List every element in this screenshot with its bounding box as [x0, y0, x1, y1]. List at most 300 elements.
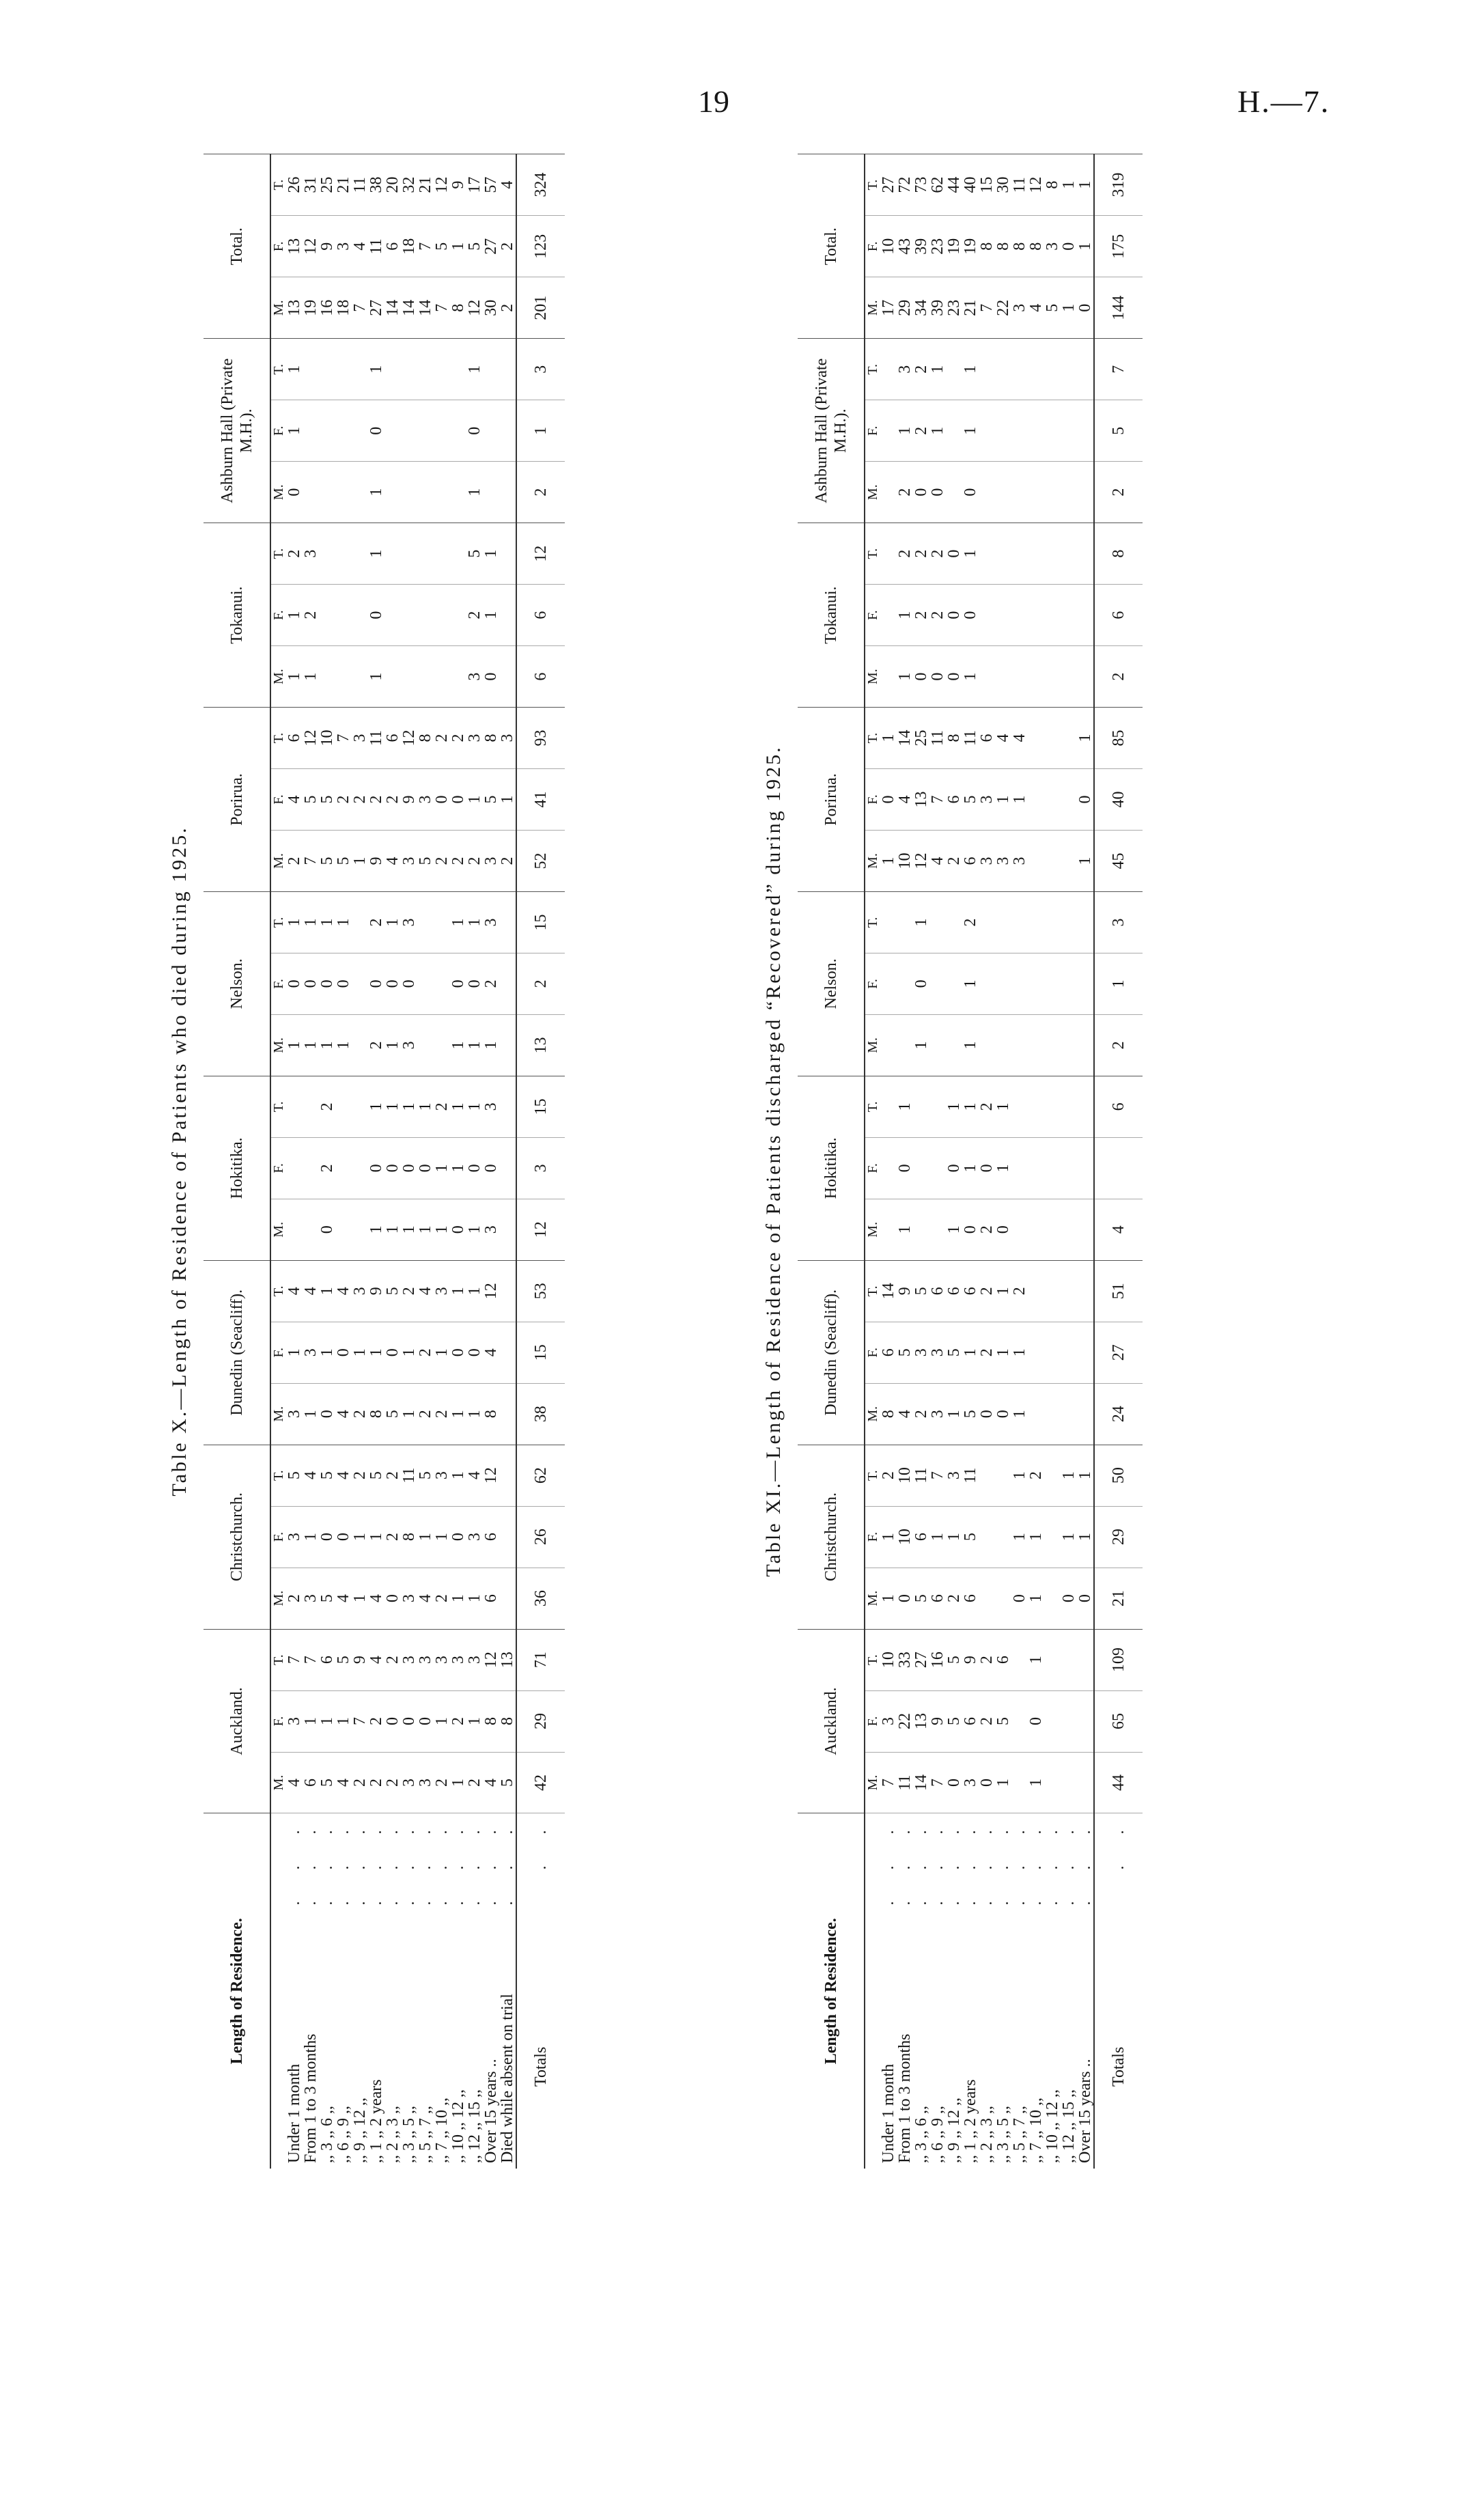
- table-cell: [335, 1076, 352, 1137]
- table-cell: [913, 1076, 929, 1137]
- table-cell: [1044, 953, 1061, 1014]
- table-cell: [1028, 891, 1044, 953]
- table-cell: [1077, 1137, 1094, 1199]
- table-cell: 12: [483, 1445, 499, 1506]
- table-cell: 12: [913, 831, 929, 892]
- table-cell: 30: [995, 154, 1011, 216]
- total-cell: 3: [516, 339, 565, 400]
- table-cell: 2: [417, 1322, 434, 1383]
- row-label-text: ,, 3 ,, 5 ,,: [400, 2106, 418, 2163]
- table-cell: [1061, 1383, 1077, 1445]
- table-cell: [401, 646, 417, 708]
- table-cell: 2: [286, 1568, 303, 1629]
- table-cell: 6: [929, 1260, 946, 1322]
- table-cell: 8: [417, 708, 434, 769]
- table-cell: 62: [929, 154, 946, 216]
- table-cell: [303, 1076, 319, 1137]
- table-cell: [1044, 1445, 1061, 1506]
- table-cell: 2: [466, 831, 483, 892]
- table-cell: [1077, 1752, 1094, 1813]
- table-cell: 12: [483, 1629, 499, 1690]
- total-cell: 3: [1094, 891, 1143, 953]
- table-cell: 38: [368, 154, 384, 216]
- table-cell: [1028, 953, 1044, 1014]
- table-cell: [352, 1076, 368, 1137]
- table-cell: 0: [401, 1690, 417, 1752]
- total-cell: 71: [516, 1629, 565, 1690]
- table-cell: 1: [286, 339, 303, 400]
- table-cell: 3: [434, 1445, 450, 1506]
- table-cell: 0: [466, 953, 483, 1014]
- total-cell: 1: [516, 400, 565, 462]
- total-cell: 175: [1094, 216, 1143, 277]
- table-cell: 3: [483, 1076, 499, 1137]
- table-cell: 1: [319, 1322, 335, 1383]
- table-cell: 1: [368, 1322, 384, 1383]
- table-cell: 1: [995, 1752, 1011, 1813]
- table-cell: 0: [335, 953, 352, 1014]
- table-cell: 10: [897, 1445, 913, 1506]
- table-cell: [1011, 1690, 1028, 1752]
- totals-label-text: Totals: [531, 2046, 550, 2087]
- table-cell: [434, 400, 450, 462]
- column-header: Ashburn Hall (Private M.H.).: [798, 339, 865, 523]
- row-label-text: ,, 1 ,, 2 years: [367, 2079, 385, 2163]
- total-cell: 12: [516, 523, 565, 585]
- table-cell: [1011, 891, 1028, 953]
- table-cell: [946, 400, 962, 462]
- table-cell: 4: [483, 1752, 499, 1813]
- column-header: Porirua.: [798, 708, 865, 892]
- table-cell: [1011, 1137, 1028, 1199]
- table-cell: 1: [319, 891, 335, 953]
- total-cell: 319: [1094, 154, 1143, 216]
- table-cell: 1: [1028, 1752, 1044, 1813]
- table-row: [384, 154, 401, 2169]
- table-cell: 12: [466, 277, 483, 339]
- table-cell: [417, 953, 434, 1014]
- table-cell: [319, 339, 335, 400]
- table-cell: 2: [897, 523, 913, 585]
- subheader-cell: T.: [270, 1629, 286, 1690]
- table-cell: 1: [1077, 154, 1094, 216]
- table-cell: 7: [335, 708, 352, 769]
- table-cell: 14: [401, 277, 417, 339]
- table-cell: 1: [450, 1568, 466, 1629]
- table-cell: 1: [995, 1076, 1011, 1137]
- table-cell: 8: [483, 1383, 499, 1445]
- table-cell: 0: [450, 769, 466, 831]
- row-label: [1044, 1813, 1061, 2169]
- table-cell: [1028, 831, 1044, 892]
- table-cell: 1: [401, 1383, 417, 1445]
- table-cell: [352, 523, 368, 585]
- column-header: Ashburn Hall (Private M.H.).: [204, 339, 270, 523]
- table-cell: 8: [368, 1383, 384, 1445]
- table-cell: [1061, 646, 1077, 708]
- subheader-cell: F.: [865, 400, 880, 462]
- table-cell: [352, 1137, 368, 1199]
- table-cell: [352, 585, 368, 646]
- table-cell: 0: [319, 1383, 335, 1445]
- table-cell: [352, 953, 368, 1014]
- table-cell: 3: [335, 216, 352, 277]
- table-cell: [1011, 646, 1028, 708]
- table-cell: 0: [384, 1690, 401, 1752]
- leader-dots: . . .: [912, 1816, 930, 1906]
- table-row: [1044, 154, 1061, 2169]
- table-cell: 2: [979, 1260, 995, 1322]
- table-cell: 23: [946, 277, 962, 339]
- table-cell: 3: [979, 769, 995, 831]
- table-cell: [1044, 1383, 1061, 1445]
- subheader-cell: F.: [270, 400, 286, 462]
- table-cell: [946, 891, 962, 953]
- table-cell: 1: [450, 1383, 466, 1445]
- table-cell: 1: [466, 462, 483, 523]
- table-cell: [434, 523, 450, 585]
- table-cell: [352, 1199, 368, 1260]
- table-cell: [1061, 769, 1077, 831]
- subheader-cell: M.: [865, 1568, 880, 1629]
- table-cell: [1061, 523, 1077, 585]
- table-cell: 3: [352, 1260, 368, 1322]
- table-cell: 1: [1011, 1322, 1028, 1383]
- subheader-cell: M.: [270, 277, 286, 339]
- table-cell: 1: [466, 1076, 483, 1137]
- row-label: [929, 1813, 946, 2169]
- table-cell: 0: [384, 1322, 401, 1383]
- table-row: [913, 154, 929, 2169]
- subheader-cell: T.: [270, 1445, 286, 1506]
- table-cell: 0: [929, 646, 946, 708]
- table-cell: [319, 400, 335, 462]
- subheader-cell: F.: [865, 1506, 880, 1568]
- document-reference: H.—7.: [1237, 84, 1330, 119]
- subheader-cell: M.: [865, 1383, 880, 1445]
- table-cell: [1044, 831, 1061, 892]
- total-cell: 3: [516, 1137, 565, 1199]
- table-cell: 4: [352, 216, 368, 277]
- row-label-text: ,, 2 ,, 3 ,,: [383, 2106, 402, 2163]
- row-label-text: ,, 3 ,, 5 ,,: [994, 2106, 1012, 2163]
- subheader-cell: F.: [270, 1322, 286, 1383]
- table-cell: [483, 462, 499, 523]
- leader-dots: . .: [1109, 1816, 1128, 1870]
- table-cell: 14: [384, 277, 401, 339]
- table-cell: 7: [417, 216, 434, 277]
- row-label-text: ,, 9 ,, 12 ,,: [944, 2098, 963, 2163]
- table-cell: 6: [384, 708, 401, 769]
- table-cell: 2: [434, 708, 450, 769]
- table-cell: 1: [1061, 1445, 1077, 1506]
- table-cell: 1: [880, 1506, 897, 1568]
- subheader-cell: T.: [270, 891, 286, 953]
- table-cell: 1: [450, 1260, 466, 1322]
- table-cell: 4: [1011, 708, 1028, 769]
- table-cell: [995, 1014, 1011, 1076]
- table-cell: 4: [335, 1445, 352, 1506]
- table-cell: [880, 400, 897, 462]
- table-cell: 5: [319, 769, 335, 831]
- table-row: [303, 154, 319, 2169]
- table-cell: 2: [384, 1506, 401, 1568]
- table-cell: 1: [303, 1690, 319, 1752]
- table-cell: 2: [352, 1752, 368, 1813]
- table-cell: 1: [286, 1014, 303, 1076]
- total-cell: 29: [516, 1690, 565, 1752]
- table-row: [286, 154, 303, 2169]
- table-cell: 3: [466, 1629, 483, 1690]
- table-cell: 1: [286, 1322, 303, 1383]
- table-cell: 21: [962, 277, 979, 339]
- table-cell: [929, 1076, 946, 1137]
- table-cell: [499, 1260, 516, 1322]
- table-cell: 0: [417, 1690, 434, 1752]
- table-cell: 8: [979, 216, 995, 277]
- table-cell: 1: [466, 1014, 483, 1076]
- table-cell: 2: [434, 831, 450, 892]
- table-cell: 2: [913, 339, 929, 400]
- table-cell: 1: [450, 1076, 466, 1137]
- row-label: [1077, 1813, 1094, 2169]
- subheader-cell: T.: [865, 1629, 880, 1690]
- table-cell: [1044, 1076, 1061, 1137]
- subheader-cell: T.: [865, 1445, 880, 1506]
- table-cell: 3: [434, 1260, 450, 1322]
- table-cell: [384, 523, 401, 585]
- table-cell: 3: [286, 1383, 303, 1445]
- leader-dots: . . .: [994, 1816, 1012, 1906]
- subheader-row: [270, 154, 286, 2169]
- table-cell: 9: [319, 216, 335, 277]
- table-cell: 6: [946, 769, 962, 831]
- table-cell: 2: [979, 1199, 995, 1260]
- table-cell: 2: [1011, 1260, 1028, 1322]
- row-label-text: ,, 10 ,, 12 ,,: [449, 2089, 467, 2163]
- table-cell: 3: [401, 1629, 417, 1690]
- table-cell: 2: [401, 1260, 417, 1322]
- table-cell: 2: [352, 1445, 368, 1506]
- table-cell: 17: [880, 277, 897, 339]
- table-cell: 1: [1028, 1506, 1044, 1568]
- table-cell: 1: [1028, 1629, 1044, 1690]
- leader-dots: . . .: [416, 1816, 434, 1906]
- subheader-cell: F.: [865, 1690, 880, 1752]
- table-cell: 1: [303, 646, 319, 708]
- subheader-cell: T.: [865, 154, 880, 216]
- table-cell: 5: [962, 1506, 979, 1568]
- leader-dots: . . .: [498, 1816, 516, 1906]
- table-cell: 0: [880, 769, 897, 831]
- table-cell: 6: [962, 1568, 979, 1629]
- table-cell: 6: [995, 1629, 1011, 1690]
- table-cell: 6: [286, 708, 303, 769]
- row-label-text: Under 1 month: [879, 2063, 897, 2163]
- table-cell: 12: [434, 154, 450, 216]
- column-header: Tokanui.: [204, 523, 270, 708]
- table-cell: [434, 953, 450, 1014]
- table-cell: [286, 1199, 303, 1260]
- table-cell: 0: [303, 953, 319, 1014]
- table-cell: 11: [897, 1752, 913, 1813]
- table-cell: [352, 891, 368, 953]
- table-cell: 7: [352, 277, 368, 339]
- table-cell: 2: [499, 216, 516, 277]
- table-cell: 1: [368, 462, 384, 523]
- table-cell: 2: [286, 831, 303, 892]
- total-cell: 51: [1094, 1260, 1143, 1322]
- table-cell: [286, 1076, 303, 1137]
- table-cell: 1: [319, 1260, 335, 1322]
- table-cell: [1044, 1568, 1061, 1629]
- total-cell: 41: [516, 769, 565, 831]
- subheader-cell: M.: [865, 1014, 880, 1076]
- table-cell: 0: [417, 1137, 434, 1199]
- table-cell: [1061, 1014, 1077, 1076]
- table-cell: 1: [946, 1199, 962, 1260]
- table-cell: [995, 339, 1011, 400]
- table-cell: 0: [929, 462, 946, 523]
- leader-dots: . . .: [318, 1816, 336, 1906]
- table-cell: 1: [335, 1690, 352, 1752]
- table-cell: 0: [335, 1506, 352, 1568]
- table-cell: 20: [384, 154, 401, 216]
- table-cell: [1011, 523, 1028, 585]
- table-cell: 18: [335, 277, 352, 339]
- table-cell: 12: [401, 708, 417, 769]
- table-cell: [1061, 891, 1077, 953]
- table-cell: [499, 1199, 516, 1260]
- table-cell: 1: [483, 585, 499, 646]
- table-cell: [1011, 400, 1028, 462]
- subheader-cell: F.: [865, 1322, 880, 1383]
- table-cell: 0: [946, 646, 962, 708]
- table-cell: 2: [880, 1445, 897, 1506]
- table-row: [499, 154, 516, 2169]
- table-cell: 3: [483, 1199, 499, 1260]
- table-cell: 1: [303, 1014, 319, 1076]
- table-cell: 1: [946, 1506, 962, 1568]
- table-cell: 1: [897, 1199, 913, 1260]
- table-cell: 3: [401, 831, 417, 892]
- table-cell: [352, 646, 368, 708]
- leader-dots: . .: [531, 1816, 550, 1870]
- table-cell: [401, 462, 417, 523]
- table-cell: 4: [499, 154, 516, 216]
- table-cell: [1028, 769, 1044, 831]
- table-cell: [1061, 1199, 1077, 1260]
- table-cell: [1044, 1690, 1061, 1752]
- table-cell: 2: [929, 523, 946, 585]
- table-cell: 3: [466, 646, 483, 708]
- row-label: [384, 1813, 401, 2169]
- table-cell: 6: [962, 1690, 979, 1752]
- table-cell: 1: [1028, 1568, 1044, 1629]
- row-label-text: ,, 9 ,, 12 ,,: [350, 2098, 369, 2163]
- table-cell: [1028, 585, 1044, 646]
- table-cell: [995, 891, 1011, 953]
- table-cell: 30: [483, 277, 499, 339]
- totals-row: [516, 154, 565, 2169]
- table-cell: [352, 400, 368, 462]
- table-cell: 1: [1077, 708, 1094, 769]
- table-cell: 11: [962, 708, 979, 769]
- table-cell: 4: [335, 1383, 352, 1445]
- table-cell: 21: [335, 154, 352, 216]
- table-cell: 22: [897, 1690, 913, 1752]
- subheader-cell: F.: [865, 1137, 880, 1199]
- table-cell: [979, 646, 995, 708]
- table-cell: [929, 891, 946, 953]
- subheader-cell: M.: [865, 277, 880, 339]
- table-cell: [1061, 708, 1077, 769]
- table-cell: 4: [286, 1260, 303, 1322]
- row-label: [401, 1813, 417, 2169]
- table-cell: [1011, 1076, 1028, 1137]
- table-cell: [1061, 1260, 1077, 1322]
- table-cell: 1: [450, 216, 466, 277]
- table-cell: [1011, 1199, 1028, 1260]
- table-cell: 1: [1077, 1506, 1094, 1568]
- table-cell: 1: [466, 1260, 483, 1322]
- subheader-cell: M.: [270, 1383, 286, 1445]
- table-cell: 1: [466, 1568, 483, 1629]
- table-cell: [434, 339, 450, 400]
- row-label: [1028, 1813, 1044, 2169]
- table-cell: [335, 585, 352, 646]
- table-cell: [979, 1445, 995, 1506]
- total-cell: 324: [516, 154, 565, 216]
- table-cell: [319, 585, 335, 646]
- table-cell: 11: [962, 1445, 979, 1506]
- table-cell: [335, 339, 352, 400]
- table-cell: 3: [434, 1629, 450, 1690]
- total-cell: 93: [516, 708, 565, 769]
- table-cell: 1: [1077, 1445, 1094, 1506]
- table-cell: [1028, 1199, 1044, 1260]
- table-cell: [303, 1199, 319, 1260]
- table-cell: 12: [1028, 154, 1044, 216]
- table-cell: 2: [913, 585, 929, 646]
- table-cell: 4: [286, 1752, 303, 1813]
- table-cell: 6: [929, 1568, 946, 1629]
- table-cell: 4: [303, 1445, 319, 1506]
- table-cell: 7: [929, 769, 946, 831]
- table-cell: [401, 339, 417, 400]
- table-cell: [995, 953, 1011, 1014]
- table-cell: 4: [335, 1568, 352, 1629]
- table-cell: 1: [319, 1014, 335, 1076]
- total-cell: 45: [1094, 831, 1143, 892]
- total-cell: 36: [516, 1568, 565, 1629]
- table-cell: [499, 400, 516, 462]
- total-cell: 2: [1094, 462, 1143, 523]
- table-cell: [1061, 1137, 1077, 1199]
- total-cell: 1: [1094, 953, 1143, 1014]
- table-cell: 1: [483, 1014, 499, 1076]
- subheader-cell: F.: [865, 585, 880, 646]
- table-cell: 1: [897, 585, 913, 646]
- table-cell: 2: [303, 585, 319, 646]
- table-cell: [979, 400, 995, 462]
- row-label: [434, 1813, 450, 2169]
- blank-cell: [270, 1813, 286, 2169]
- table-cell: [995, 646, 1011, 708]
- table-cell: [1061, 1629, 1077, 1690]
- table-cell: 11: [401, 1445, 417, 1506]
- table-cell: 1: [303, 891, 319, 953]
